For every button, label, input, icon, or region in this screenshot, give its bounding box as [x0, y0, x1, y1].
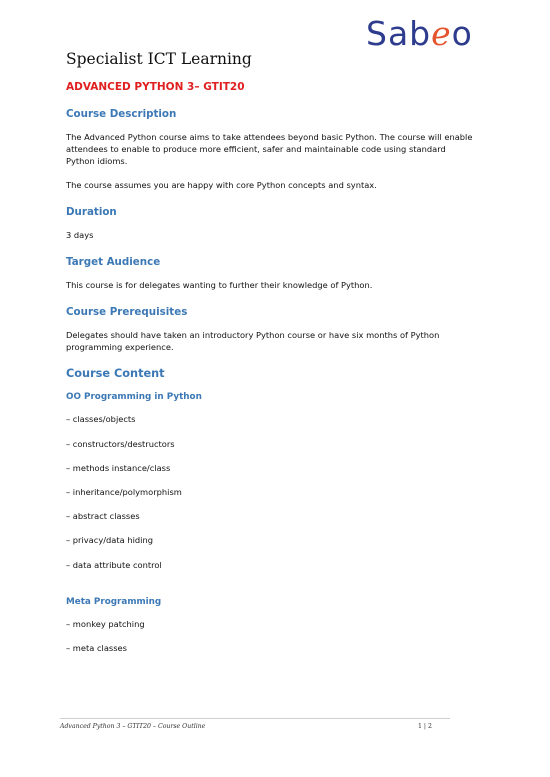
description-paragraph-2: The course assumes you are happy with core Python concepts and syntax.: [66, 180, 377, 191]
module-title-meta-programming: Meta Programming: [66, 596, 162, 607]
heading-duration: Duration: [66, 206, 117, 219]
heading-course-content: Course Content: [66, 367, 165, 381]
document-body: [66, 80, 476, 667]
section-spacer: [66, 584, 476, 596]
list-item: – constructors/destructors: [66, 438, 175, 449]
list-item: – abstract classes: [66, 511, 140, 522]
logo-text-end: o: [451, 14, 473, 53]
module-title-oo-programming: OO Programming in Python: [66, 392, 202, 403]
prerequisites-text: Delegates should have taken an introductory Python course or have six months of Python programming experience.: [66, 329, 440, 352]
header-title: Specialist ICT Learning: [66, 50, 252, 68]
list-item: – privacy/data hiding: [66, 535, 154, 546]
logo-text-accent: e: [431, 14, 452, 53]
list-item: – monkey patching: [66, 618, 145, 629]
logo-text-start: Sab: [366, 14, 432, 53]
duration-text: 3 days: [66, 230, 94, 241]
sabeo-logo: [366, 14, 473, 54]
heading-course-description: Course Description: [66, 108, 177, 120]
heading-course-prerequisites: Course Prerequisites: [66, 305, 188, 318]
audience-text: This course is for delegates wanting to further their knowledge of Python.: [66, 279, 373, 290]
footer-page-number: 1 | 2: [418, 723, 432, 730]
list-item: – inheritance/polymorphism: [66, 486, 182, 497]
list-item: – meta classes: [66, 642, 127, 653]
list-item: – classes/objects: [66, 414, 136, 425]
footer-document-name: Advanced Python 3 – GTIT20 – Course Outline: [60, 723, 206, 730]
course-title: ADVANCED PYTHON 3– GTIT20: [66, 81, 245, 93]
list-item: – data attribute control: [66, 559, 162, 570]
description-paragraph-1: The Advanced Python course aims to take attendees beyond basic Python. The course will enable attendees to enable to produce more efficient, safer and maintainable code using standard Python idioms.: [66, 132, 473, 166]
heading-target-audience: Target Audience: [66, 255, 161, 268]
footer-divider: [60, 718, 450, 719]
list-item: – methods instance/class: [66, 462, 171, 473]
